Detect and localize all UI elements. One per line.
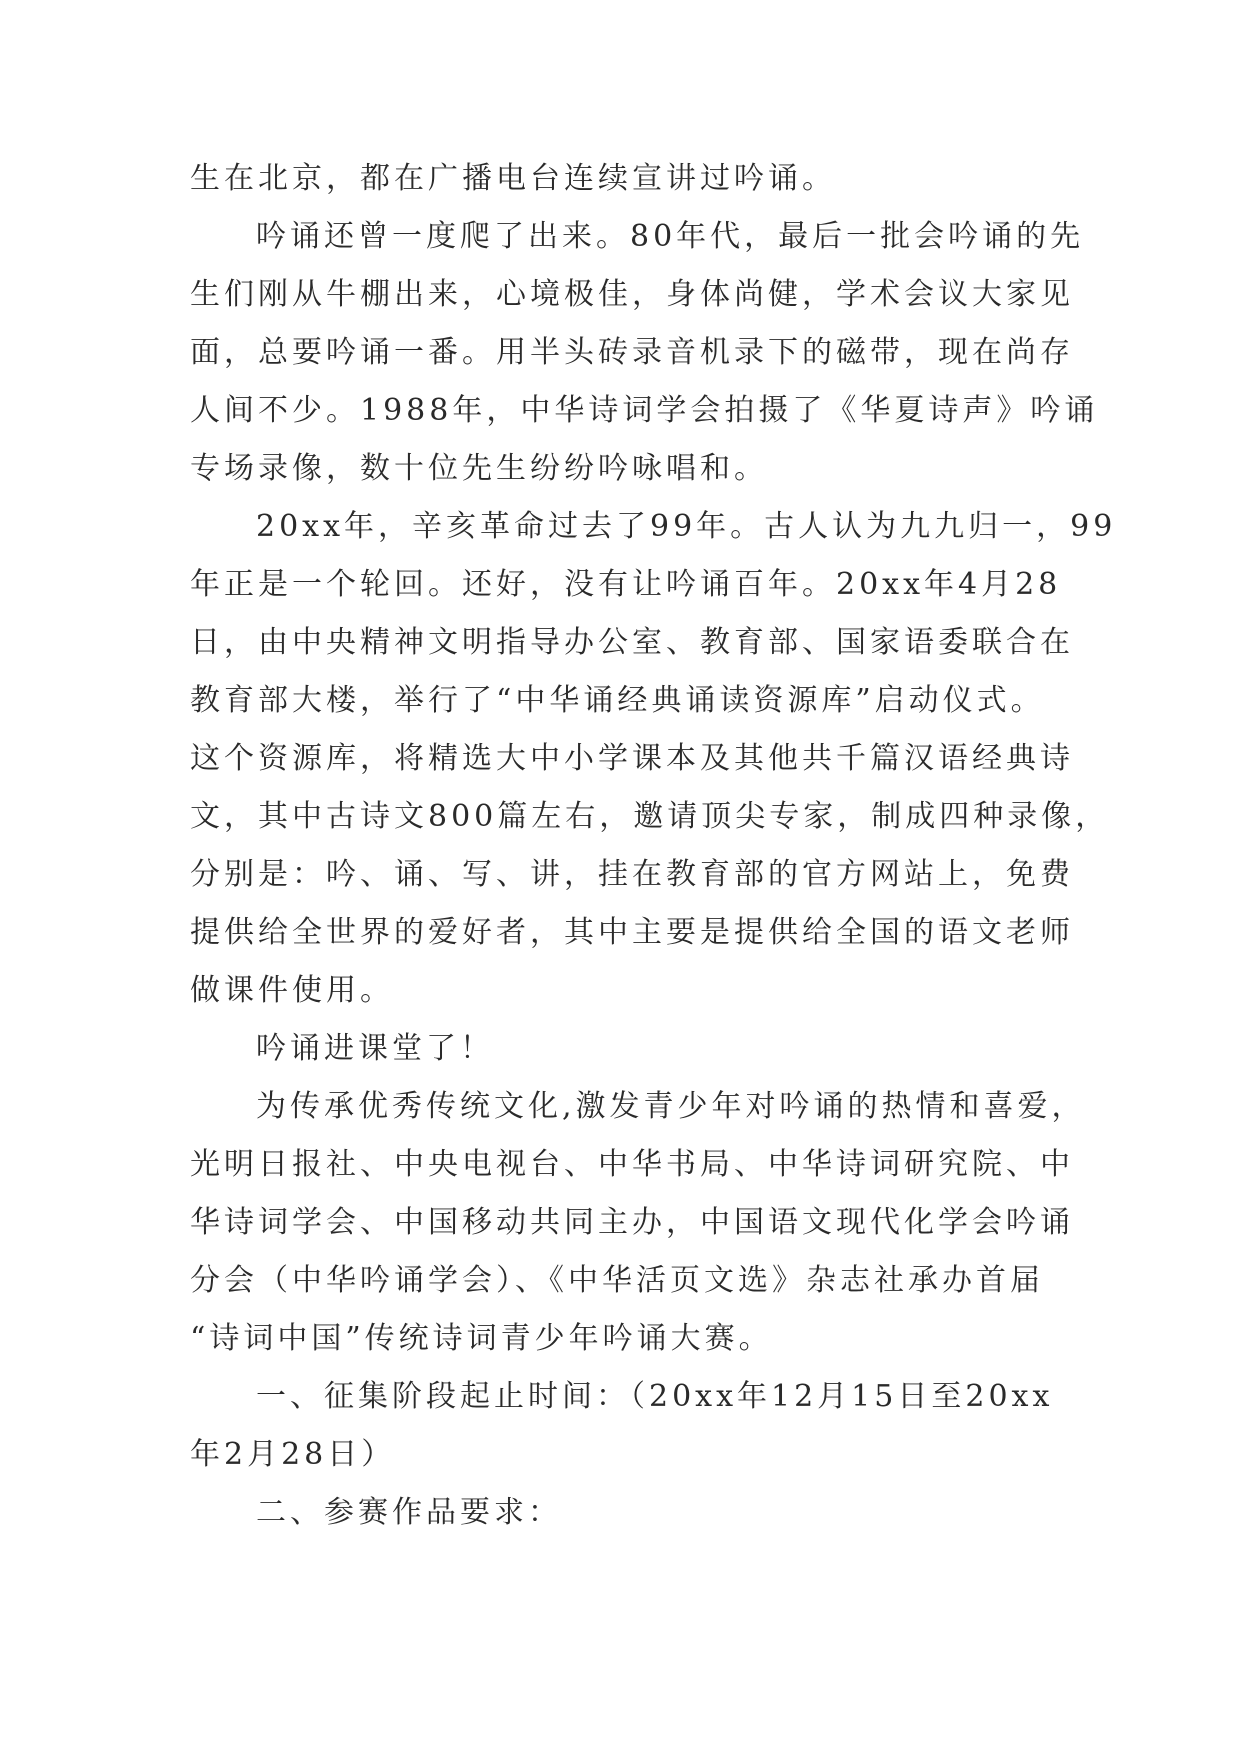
text-line: 这个资源库，将精选大中小学课本及其他共千篇汉语经典诗: [190, 741, 1074, 776]
text-line: 吟诵还曾一度爬了出来。80年代，最后一批会吟诵的先: [256, 219, 1085, 254]
paragraph-7: [190, 1484, 1060, 1542]
text-line: 专场录像，数十位先生纷纷吟咏唱和。: [190, 451, 768, 486]
text-line: 日，由中央精神文明指导办公室、教育部、国家语委联合在: [190, 625, 1074, 660]
paragraph-5: [190, 1078, 1086, 1368]
paragraph-2: [190, 208, 1099, 498]
text-line: 20xx年，辛亥革命过去了99年。古人认为九九归一，99: [256, 509, 1117, 544]
document-page: [190, 150, 1117, 1542]
text-line: 二、参赛作品要求：: [256, 1495, 562, 1530]
text-line: 吟诵进课堂了！: [256, 1031, 494, 1066]
text-line: 分别是：吟、诵、写、讲，挂在教育部的官方网站上，免费: [190, 857, 1074, 892]
text-line: 为传承优秀传统文化,激发青少年对吟诵的热情和喜爱，: [256, 1089, 1086, 1124]
paragraph-4: [190, 1020, 1060, 1078]
text-line: 人间不少。1988年，中华诗词学会拍摄了《华夏诗声》吟诵: [190, 393, 1099, 428]
text-line: 光明日报社、中央电视台、中华书局、中华诗词研究院、中: [190, 1147, 1074, 1182]
paragraph-3: [190, 498, 1117, 1020]
paragraph-6: [190, 1368, 1060, 1484]
text-line: 年正是一个轮回。还好，没有让吟诵百年。20xx年4月28: [190, 567, 1062, 602]
text-line: 教育部大楼，举行了“中华诵经典诵读资源库”启动仪式。: [190, 683, 1045, 718]
text-line: 分会（中华吟诵学会）、《中华活页文选》杂志社承办首届: [190, 1263, 1044, 1298]
text-line: 生们刚从牛棚出来，心境极佳，身体尚健，学术会议大家见: [190, 277, 1074, 312]
text-line: 一、征集阶段起止时间：（20xx年12月15日至20xx: [256, 1379, 1054, 1414]
text-line: 提供给全世界的爱好者，其中主要是提供给全国的语文老师: [190, 915, 1074, 950]
text-line: 年2月28日）: [190, 1437, 396, 1472]
text-line: “诗词中国”传统诗词青少年吟诵大赛。: [190, 1321, 773, 1356]
text-line: 生在北京，都在广播电台连续宣讲过吟诵。: [190, 161, 836, 196]
paragraph-1: [190, 150, 1060, 208]
text-line: 华诗词学会、中国移动共同主办，中国语文现代化学会吟诵: [190, 1205, 1074, 1240]
text-line: 面，总要吟诵一番。用半头砖录音机录下的磁带，现在尚存: [190, 335, 1074, 370]
text-line: 做课件使用。: [190, 973, 394, 1008]
text-line: 文，其中古诗文800篇左右，邀请顶尖专家，制成四种录像，: [190, 799, 1110, 834]
